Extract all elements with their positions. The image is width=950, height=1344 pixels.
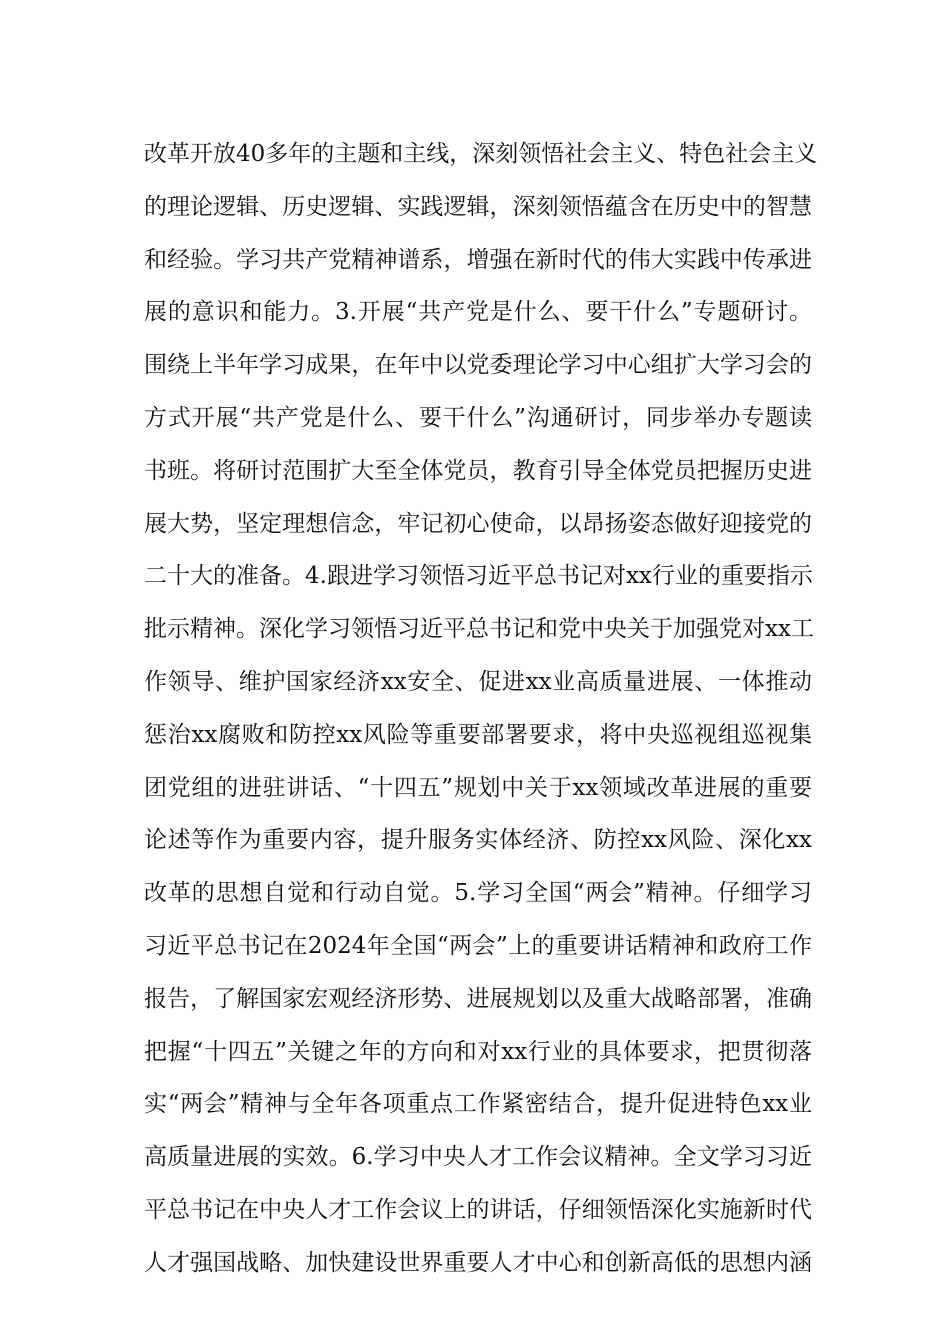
- text-line: 实“两会”精神与全年各项重点工作紧密结合，提升促进特色xx业: [144, 1091, 812, 1118]
- text-line: 习近平总书记在2024年全国“两会”上的重要讲话精神和政府工作: [144, 932, 812, 959]
- text-line: 展大势，坚定理想信念，牢记初心使命，以昂扬姿态做好迎接党的: [144, 510, 812, 537]
- text-line: 二十大的准备。4.跟进学习领悟习近平总书记对xx行业的重要指示: [144, 563, 813, 590]
- text-line: 团党组的进驻讲话、“十四五”规划中关于xx领域改革进展的重要: [144, 774, 812, 801]
- text-line: 和经验。学习共产党精神谱系，增强在新时代的伟大实践中传承进: [144, 246, 812, 273]
- text-line: 改革的思想自觉和行动自觉。5.学习全国“两会”精神。仔细学习: [144, 880, 812, 907]
- text-line: 方式开展“共产党是什么、要干什么”沟通研讨，同步举办专题读: [144, 404, 812, 431]
- text-line: 人才强国战略、加快建设世界重要人才中心和创新高低的思想内涵: [144, 1249, 812, 1276]
- text-line: 平总书记在中央人才工作会议上的讲话，仔细领悟深化实施新时代: [144, 1196, 812, 1223]
- text-line: 改革开放40多年的主题和主线，深刻领悟社会主义、特色社会主义: [144, 141, 818, 167]
- body-text: [144, 128, 818, 1290]
- text-line: 高质量进展的实效。6.学习中央人才工作会议精神。全文学习习近: [144, 1144, 812, 1171]
- text-line: 书班。将研讨范围扩大至全体党员，教育引导全体党员把握历史进: [144, 457, 812, 484]
- text-line: 把握“十四五”关键之年的方向和对xx行业的具体要求，把贯彻落: [144, 1038, 812, 1065]
- text-line: 展的意识和能力。3.开展“共产党是什么、要干什么”专题研讨。: [144, 299, 812, 326]
- text-line: 报告，了解国家宏观经济形势、进展规划以及重大战略部署，准确: [144, 985, 812, 1012]
- text-line: 的理论逻辑、历史逻辑、实践逻辑，深刻领悟蕴含在历史中的智慧: [144, 193, 812, 220]
- text-line: 批示精神。深化学习领悟习近平总书记和党中央关于加强党对xx工: [144, 616, 814, 643]
- text-line: 论述等作为重要内容，提升服务实体经济、防控xx风险、深化xx: [144, 827, 812, 854]
- text-line: 惩治xx腐败和防控xx风险等重要部署要求，将中央巡视组巡视集: [144, 721, 812, 748]
- text-line: 作领导、维护国家经济xx安全、促进xx业高质量进展、一体推动: [144, 668, 812, 695]
- text-line: 围绕上半年学习成果，在年中以党委理论学习中心组扩大学习会的: [144, 352, 812, 379]
